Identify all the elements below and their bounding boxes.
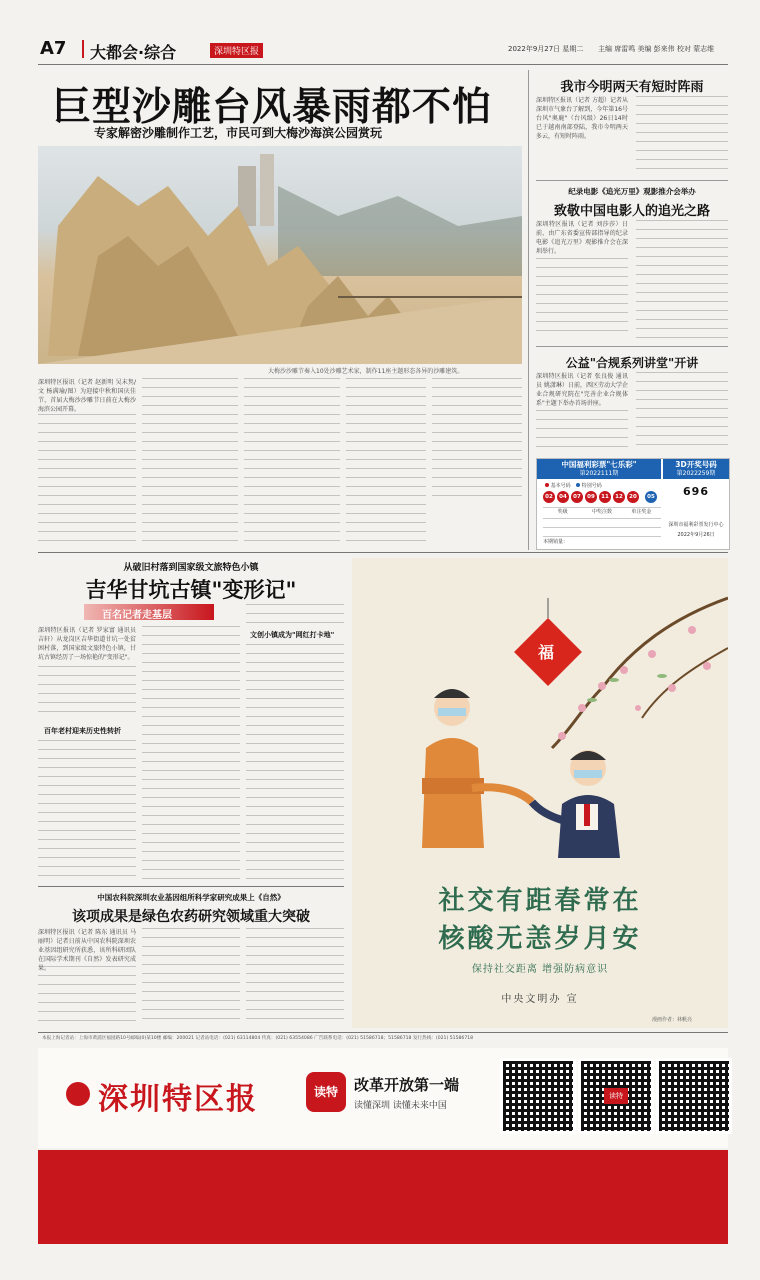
column-rule bbox=[528, 70, 529, 550]
legend-special: 特别号码 bbox=[581, 483, 602, 489]
legend-special-dot bbox=[576, 483, 580, 487]
lottery-issuer: 深圳市福利彩票发行中心 bbox=[668, 522, 724, 528]
lottery-balls bbox=[543, 491, 661, 503]
lead-body-col-2 bbox=[142, 378, 238, 546]
lottery-ball: 11 bbox=[599, 491, 611, 503]
threed-number: 696 bbox=[683, 485, 709, 498]
ag-body-col-3 bbox=[246, 928, 344, 1026]
ag-body-col-1-fill bbox=[38, 966, 136, 1026]
film-title: 致敬中国电影人的追光之路 bbox=[553, 204, 710, 219]
page-number: A7 bbox=[40, 38, 67, 59]
prize-table-header bbox=[543, 508, 661, 516]
rule-film bbox=[536, 346, 728, 347]
footer-logo-seal bbox=[66, 1082, 90, 1106]
film-body-col-2 bbox=[636, 220, 728, 338]
weather-body bbox=[536, 96, 628, 176]
rule-weather bbox=[536, 180, 728, 181]
threed-issue: 第2022259期 bbox=[676, 470, 716, 477]
lead-headline: 巨型沙雕台风暴雨都不怕 bbox=[52, 84, 493, 130]
prize-table-rows bbox=[543, 518, 661, 538]
prize-table bbox=[543, 507, 661, 544]
paper-logo bbox=[210, 43, 263, 58]
lottery-ball: 20 bbox=[627, 491, 639, 503]
rule-town bbox=[38, 886, 344, 887]
legend-basic-dot bbox=[545, 483, 549, 487]
mid-rule bbox=[38, 552, 728, 553]
civility-poster bbox=[352, 558, 728, 1028]
threed-title: 3D开奖号码 bbox=[675, 460, 717, 469]
lecture-body-col-2 bbox=[636, 372, 728, 452]
lottery-legend bbox=[545, 482, 602, 489]
town-subhead-1: 百年老村迎来历史性转折 bbox=[44, 727, 121, 735]
lead-body-col-5 bbox=[432, 378, 522, 496]
legend-basic: 基本号码 bbox=[550, 483, 571, 489]
ag-kicker: 中国农科院深圳农业基因组所科学家研究成果上《自然》 bbox=[97, 893, 285, 902]
header-rule bbox=[38, 64, 728, 65]
prize-col-amount: 单注奖金 bbox=[631, 509, 652, 515]
lead-body-col-4 bbox=[346, 378, 426, 546]
town-body-col-2 bbox=[142, 626, 240, 880]
threed-header bbox=[663, 459, 729, 479]
welfare-lottery-issue: 第2022111期 bbox=[579, 470, 619, 477]
lottery-ball-special: 05 bbox=[645, 491, 657, 503]
town-kicker: 从破旧村落到国家级文旅特色小镇 bbox=[123, 563, 259, 573]
paper-logo-text: 深圳特区报 bbox=[214, 47, 260, 57]
qr-code-1 bbox=[500, 1058, 576, 1134]
footer-address: 本报上海记者站：上海市黄浦区福园路10号邮编(0)某10楼 邮编：200021 记者站电话：(021) 63114804 传真：(021) 63554086 广告联系电话：(021) 51586718；51586718 发行热线：(021) 51586718 bbox=[42, 1036, 474, 1041]
du-app-badge bbox=[306, 1072, 346, 1112]
town-body-col-1-fill-2 bbox=[38, 740, 136, 880]
ag-title: 该项成果是绿色农药研究领域重大突破 bbox=[72, 909, 310, 925]
poster-issuer: 中央文明办 宣 bbox=[501, 994, 579, 1005]
weather-body-text: 深圳特区报讯（记者 方超）记者从深圳市气象台了解到，今年第16号台风"奥鹿"（台风级）26日14时已于越南南部登陆，我市今明两天多云，有短时阵雨。 bbox=[536, 97, 628, 140]
lead-subhead: 专家解密沙雕制作工艺，市民可到大梅沙海滨公园赏玩 bbox=[94, 126, 383, 140]
lottery-ball: 07 bbox=[571, 491, 583, 503]
du-app-badge-text: 读特 bbox=[313, 1085, 338, 1099]
lottery-ball: 09 bbox=[585, 491, 597, 503]
lead-body-start: 深圳特区报讯（记者 赵新明 吴末隽/文 杨满瑜/图）为迎接中秋和国庆佳节，首届大梅沙沙雕节日前在大梅沙海滨公园开幕。 bbox=[38, 379, 136, 413]
section-divider bbox=[82, 40, 84, 58]
town-title: 吉华甘坑古镇"变形记" bbox=[85, 577, 297, 602]
poster-motto: 保持社交距离 增强防病意识 bbox=[471, 964, 609, 975]
poster-line-2: 核酸无恙岁月安 bbox=[438, 924, 642, 954]
ag-body-col-2 bbox=[142, 928, 240, 1026]
town-body-col-3 bbox=[246, 604, 344, 624]
poster-artist: 漫画作者：林帆亮 bbox=[652, 1017, 693, 1023]
lead-body-col-3 bbox=[244, 378, 340, 546]
issue-date: 2022年9月27日 星期二 bbox=[508, 45, 584, 53]
lead-body-col-1-fill bbox=[38, 414, 136, 544]
town-subhead-2: 文创小镇成为"网红打卡地" bbox=[250, 631, 335, 639]
lottery-sales: 本期销量： bbox=[543, 539, 569, 545]
qr-code-2 bbox=[578, 1058, 654, 1134]
footer-banner bbox=[38, 1048, 728, 1148]
footer-logo: 深圳特区报 bbox=[98, 1082, 258, 1117]
fu-character: 福 bbox=[538, 643, 555, 662]
town-body-col-3b bbox=[246, 644, 344, 880]
footer-slogan-1: 改革开放第一端 bbox=[354, 1076, 460, 1094]
town-body-text: 深圳特区报讯（记者 罗家富 通讯员 吉轩）从龙岗区吉华街道甘坑一处贫困村落，到国家级文旅特色小镇，甘坑古镇经历了一场惊艳的"变形记"。 bbox=[38, 627, 136, 661]
qr-code-2-label: 读特 bbox=[604, 1088, 628, 1104]
lecture-title: 公益"合规系列讲堂"开讲 bbox=[565, 356, 699, 370]
lecture-body-text: 深圳特区报讯（记者 张良俊 通讯员 姚潇琳）日前，西区劳动大学企业合规研究院在"完善企业合规体系"主题下举办首场讲座。 bbox=[536, 373, 628, 407]
footer-rule bbox=[38, 1032, 728, 1033]
prize-col-level: 奖级 bbox=[557, 509, 568, 515]
lottery-issue-date: 2022年9月26日 bbox=[677, 532, 715, 538]
footer-red-band bbox=[38, 1150, 728, 1244]
column-tag bbox=[84, 604, 214, 620]
ag-body-text: 深圳特区报讯（记者 陈东 通讯员 马丽明）记者日前从中国农科院深圳农业基因组研究所获悉，该所科研团队在国际学术期刊《自然》发表研究成果。 bbox=[38, 929, 136, 972]
lottery-ball: 12 bbox=[613, 491, 625, 503]
section-name: 大都会·综合 bbox=[90, 43, 177, 62]
photo-caption: 大梅沙沙雕节奏入10处沙雕艺术家，制作11座主题形态各异的沙雕建筑。 bbox=[268, 368, 464, 375]
weather-title: 我市今明两天有短时阵雨 bbox=[560, 80, 704, 95]
footer-slogan-2: 读懂深圳 读懂未来中国 bbox=[354, 1101, 447, 1111]
poster-illustration bbox=[352, 558, 728, 858]
prize-col-count: 中奖注数 bbox=[591, 509, 612, 515]
qr-code-3 bbox=[656, 1058, 732, 1134]
lottery-ball: 02 bbox=[543, 491, 555, 503]
photo-illustration bbox=[38, 146, 522, 364]
lottery-box bbox=[536, 458, 730, 550]
poster-line-1: 社交有距春常在 bbox=[438, 886, 642, 916]
editor-credits: 主编 席雷鸣 美编 彭来伟 校对 蒙志维 bbox=[598, 45, 715, 53]
film-body-text: 深圳特区报讯（记者 刘莎莎）日前，由广东省委宣传部指导的纪录电影《追光万里》观影推介会在深圳举行。 bbox=[536, 221, 628, 255]
weather-body-col-2 bbox=[636, 96, 728, 176]
film-kicker: 纪录电影《追光万里》观影推介会举办 bbox=[568, 187, 696, 196]
town-body-col-1-fill bbox=[38, 666, 136, 720]
welfare-lottery-title: 中国福利彩票"七乐彩" bbox=[561, 460, 637, 469]
page-header bbox=[38, 34, 728, 64]
column-tag-text: 百名记者走基层 bbox=[102, 610, 172, 621]
film-body-fill bbox=[536, 258, 628, 338]
lecture-body-fill bbox=[536, 410, 628, 452]
welfare-lottery-header bbox=[537, 459, 661, 479]
lottery-ball: 04 bbox=[557, 491, 569, 503]
sand-sculpture-photo bbox=[38, 146, 522, 364]
